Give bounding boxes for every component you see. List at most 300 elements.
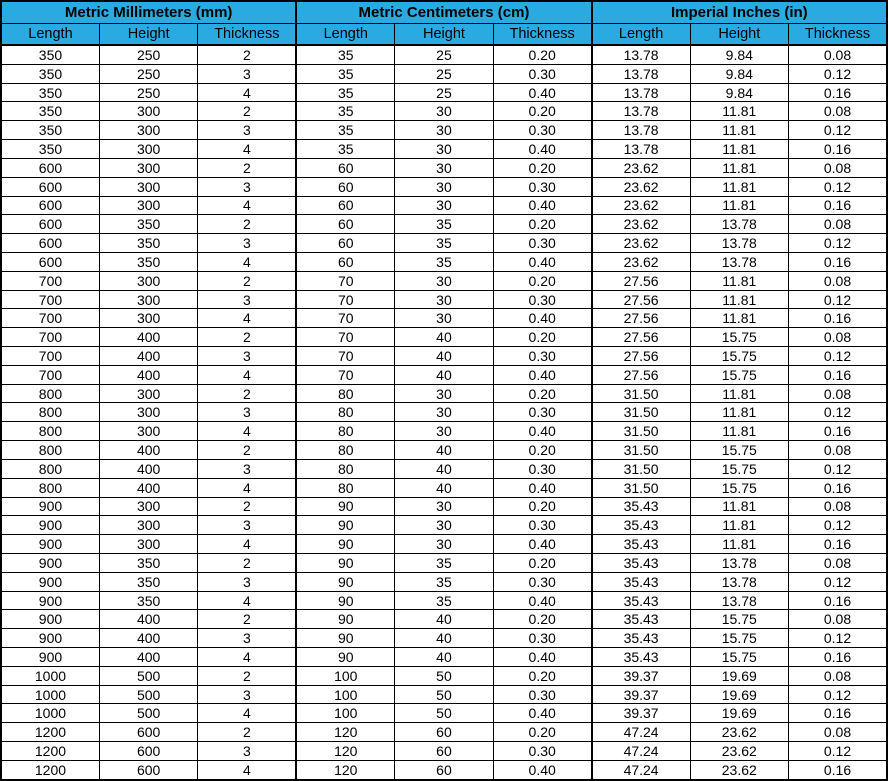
- table-cell: 11.81: [690, 177, 788, 196]
- table-cell: 0.08: [789, 666, 888, 685]
- table-row: [1, 610, 887, 629]
- table-row: [1, 140, 887, 159]
- table-cell: 800: [1, 478, 99, 497]
- table-cell: 15.75: [690, 365, 788, 384]
- table-cell: 90: [296, 516, 394, 535]
- table-cell: 300: [99, 121, 197, 140]
- table-cell: 23.62: [592, 196, 690, 215]
- table-row: [1, 45, 887, 64]
- table-cell: 0.30: [493, 742, 591, 761]
- table-cell: 2: [198, 497, 296, 516]
- table-cell: 35: [296, 45, 394, 64]
- table-cell: 15.75: [690, 648, 788, 667]
- table-row: [1, 177, 887, 196]
- table-cell: 350: [99, 234, 197, 253]
- table-cell: 0.20: [493, 215, 591, 234]
- table-row: [1, 328, 887, 347]
- column-header-cm-thickness: Thickness: [493, 24, 591, 46]
- table-cell: 90: [296, 572, 394, 591]
- table-cell: 2: [198, 158, 296, 177]
- table-cell: 900: [1, 610, 99, 629]
- table-cell: 35.43: [592, 516, 690, 535]
- table-cell: 70: [296, 347, 394, 366]
- table-cell: 23.62: [592, 215, 690, 234]
- table-cell: 0.16: [789, 309, 888, 328]
- table-cell: 11.81: [690, 309, 788, 328]
- table-cell: 19.69: [690, 685, 788, 704]
- table-cell: 13.78: [592, 45, 690, 64]
- column-header-cm-length: Length: [296, 24, 394, 46]
- table-cell: 700: [1, 365, 99, 384]
- table-cell: 90: [296, 535, 394, 554]
- table-cell: 300: [99, 422, 197, 441]
- column-header-mm-height: Height: [99, 24, 197, 46]
- table-cell: 19.69: [690, 704, 788, 723]
- table-cell: 0.08: [789, 441, 888, 460]
- table-row: [1, 666, 887, 685]
- table-cell: 3: [198, 459, 296, 478]
- table-cell: 700: [1, 347, 99, 366]
- table-row: [1, 704, 887, 723]
- table-cell: 40: [395, 648, 493, 667]
- table-cell: 0.20: [493, 497, 591, 516]
- table-cell: 27.56: [592, 328, 690, 347]
- table-cell: 400: [99, 629, 197, 648]
- table-cell: 0.30: [493, 64, 591, 83]
- table-cell: 0.40: [493, 196, 591, 215]
- table-cell: 400: [99, 441, 197, 460]
- table-row: [1, 83, 887, 102]
- table-body: [1, 45, 887, 780]
- table-cell: 300: [99, 196, 197, 215]
- table-cell: 30: [395, 422, 493, 441]
- table-cell: 15.75: [690, 478, 788, 497]
- table-cell: 31.50: [592, 422, 690, 441]
- table-cell: 3: [198, 629, 296, 648]
- table-cell: 600: [1, 234, 99, 253]
- table-cell: 11.81: [690, 535, 788, 554]
- table-cell: 27.56: [592, 309, 690, 328]
- table-cell: 3: [198, 403, 296, 422]
- table-cell: 0.40: [493, 252, 591, 271]
- table-cell: 30: [395, 102, 493, 121]
- table-row: [1, 234, 887, 253]
- group-header-imperial-in: Imperial Inches (in): [592, 1, 887, 24]
- table-cell: 80: [296, 403, 394, 422]
- table-cell: 70: [296, 365, 394, 384]
- table-cell: 25: [395, 83, 493, 102]
- table-cell: 40: [395, 478, 493, 497]
- table-cell: 4: [198, 140, 296, 159]
- table-cell: 3: [198, 121, 296, 140]
- table-cell: 35.43: [592, 648, 690, 667]
- column-header-row: [1, 24, 887, 46]
- table-cell: 300: [99, 403, 197, 422]
- table-cell: 350: [99, 553, 197, 572]
- table-cell: 350: [1, 45, 99, 64]
- table-cell: 11.81: [690, 121, 788, 140]
- table-cell: 35.43: [592, 497, 690, 516]
- table-cell: 2: [198, 666, 296, 685]
- table-cell: 300: [99, 158, 197, 177]
- table-cell: 0.16: [789, 252, 888, 271]
- table-header: [1, 1, 887, 45]
- table-cell: 60: [296, 252, 394, 271]
- table-cell: 13.78: [592, 121, 690, 140]
- table-cell: 350: [1, 102, 99, 121]
- table-cell: 4: [198, 83, 296, 102]
- table-row: [1, 742, 887, 761]
- table-cell: 47.24: [592, 760, 690, 780]
- table-cell: 0.30: [493, 459, 591, 478]
- group-header-row: [1, 1, 887, 24]
- table-cell: 15.75: [690, 328, 788, 347]
- table-cell: 350: [1, 64, 99, 83]
- table-cell: 0.16: [789, 478, 888, 497]
- table-cell: 40: [395, 441, 493, 460]
- table-cell: 31.50: [592, 384, 690, 403]
- table-cell: 0.20: [493, 610, 591, 629]
- table-cell: 0.08: [789, 215, 888, 234]
- table-cell: 900: [1, 516, 99, 535]
- table-cell: 23.62: [592, 252, 690, 271]
- table-cell: 11.81: [690, 140, 788, 159]
- table-cell: 0.12: [789, 572, 888, 591]
- table-cell: 0.12: [789, 685, 888, 704]
- table-row: [1, 309, 887, 328]
- table-cell: 30: [395, 121, 493, 140]
- table-cell: 1000: [1, 704, 99, 723]
- table-cell: 800: [1, 422, 99, 441]
- table-cell: 35: [296, 83, 394, 102]
- table-cell: 35: [395, 215, 493, 234]
- table-cell: 11.81: [690, 290, 788, 309]
- table-cell: 600: [99, 760, 197, 780]
- table-cell: 35: [296, 140, 394, 159]
- table-cell: 900: [1, 591, 99, 610]
- table-cell: 70: [296, 309, 394, 328]
- table-cell: 13.78: [592, 140, 690, 159]
- table-cell: 800: [1, 459, 99, 478]
- table-cell: 90: [296, 553, 394, 572]
- table-cell: 30: [395, 158, 493, 177]
- table-cell: 23.62: [690, 742, 788, 761]
- table-row: [1, 572, 887, 591]
- table-cell: 3: [198, 177, 296, 196]
- table-cell: 70: [296, 290, 394, 309]
- group-header-metric-mm: Metric Millimeters (mm): [1, 1, 296, 24]
- table-cell: 300: [99, 271, 197, 290]
- table-row: [1, 459, 887, 478]
- table-row: [1, 760, 887, 780]
- table-row: [1, 403, 887, 422]
- table-cell: 2: [198, 45, 296, 64]
- table-cell: 4: [198, 704, 296, 723]
- table-cell: 0.20: [493, 328, 591, 347]
- table-cell: 40: [395, 629, 493, 648]
- table-cell: 900: [1, 572, 99, 591]
- table-cell: 0.08: [789, 158, 888, 177]
- table-cell: 500: [99, 704, 197, 723]
- table-cell: 0.20: [493, 384, 591, 403]
- table-cell: 25: [395, 45, 493, 64]
- table-cell: 40: [395, 328, 493, 347]
- table-cell: 1200: [1, 760, 99, 780]
- table-cell: 50: [395, 666, 493, 685]
- table-cell: 80: [296, 459, 394, 478]
- table-cell: 30: [395, 535, 493, 554]
- table-cell: 400: [99, 459, 197, 478]
- table-cell: 70: [296, 271, 394, 290]
- table-cell: 0.20: [493, 666, 591, 685]
- table-cell: 2: [198, 553, 296, 572]
- table-cell: 11.81: [690, 158, 788, 177]
- table-cell: 600: [1, 215, 99, 234]
- table-cell: 120: [296, 742, 394, 761]
- table-cell: 600: [1, 196, 99, 215]
- table-cell: 25: [395, 64, 493, 83]
- table-cell: 30: [395, 196, 493, 215]
- table-cell: 0.16: [789, 196, 888, 215]
- table-cell: 4: [198, 648, 296, 667]
- table-cell: 4: [198, 309, 296, 328]
- table-cell: 11.81: [690, 403, 788, 422]
- table-cell: 31.50: [592, 441, 690, 460]
- table-cell: 0.40: [493, 365, 591, 384]
- table-cell: 700: [1, 309, 99, 328]
- table-cell: 2: [198, 441, 296, 460]
- table-cell: 27.56: [592, 271, 690, 290]
- table-row: [1, 121, 887, 140]
- column-header-mm-thickness: Thickness: [198, 24, 296, 46]
- table-cell: 15.75: [690, 610, 788, 629]
- table-cell: 400: [99, 610, 197, 629]
- table-cell: 0.16: [789, 140, 888, 159]
- table-cell: 9.84: [690, 45, 788, 64]
- table-cell: 0.08: [789, 497, 888, 516]
- table-cell: 0.30: [493, 234, 591, 253]
- table-cell: 35: [395, 553, 493, 572]
- table-cell: 900: [1, 648, 99, 667]
- table-cell: 250: [99, 64, 197, 83]
- table-cell: 35: [296, 121, 394, 140]
- table-cell: 2: [198, 610, 296, 629]
- table-cell: 0.20: [493, 102, 591, 121]
- table-cell: 23.62: [592, 234, 690, 253]
- table-cell: 11.81: [690, 497, 788, 516]
- table-cell: 3: [198, 234, 296, 253]
- table-row: [1, 215, 887, 234]
- column-header-in-thickness: Thickness: [789, 24, 888, 46]
- table-cell: 0.40: [493, 140, 591, 159]
- table-cell: 13.78: [690, 591, 788, 610]
- table-cell: 250: [99, 83, 197, 102]
- table-row: [1, 497, 887, 516]
- table-cell: 0.16: [789, 83, 888, 102]
- table-cell: 80: [296, 441, 394, 460]
- table-cell: 35: [395, 234, 493, 253]
- table-row: [1, 516, 887, 535]
- table-cell: 0.30: [493, 403, 591, 422]
- table-cell: 800: [1, 403, 99, 422]
- table-cell: 70: [296, 328, 394, 347]
- table-cell: 13.78: [592, 102, 690, 121]
- table-cell: 35.43: [592, 591, 690, 610]
- table-cell: 4: [198, 196, 296, 215]
- table-cell: 27.56: [592, 365, 690, 384]
- table-cell: 300: [99, 535, 197, 554]
- table-cell: 35.43: [592, 535, 690, 554]
- table-cell: 50: [395, 704, 493, 723]
- table-cell: 13.78: [690, 572, 788, 591]
- table-cell: 13.78: [690, 553, 788, 572]
- table-cell: 15.75: [690, 347, 788, 366]
- table-cell: 0.30: [493, 121, 591, 140]
- table-cell: 300: [99, 384, 197, 403]
- table-cell: 11.81: [690, 384, 788, 403]
- table-row: [1, 365, 887, 384]
- table-cell: 0.40: [493, 760, 591, 780]
- table-cell: 120: [296, 760, 394, 780]
- table-cell: 30: [395, 497, 493, 516]
- table-cell: 30: [395, 309, 493, 328]
- table-cell: 35: [296, 64, 394, 83]
- table-cell: 40: [395, 347, 493, 366]
- column-header-cm-height: Height: [395, 24, 493, 46]
- table-cell: 0.40: [493, 704, 591, 723]
- table-row: [1, 64, 887, 83]
- table-cell: 60: [296, 215, 394, 234]
- table-cell: 3: [198, 347, 296, 366]
- table-cell: 13.78: [592, 64, 690, 83]
- table-cell: 0.12: [789, 403, 888, 422]
- table-cell: 60: [296, 158, 394, 177]
- table-cell: 350: [1, 83, 99, 102]
- table-cell: 0.40: [493, 83, 591, 102]
- table-cell: 300: [99, 516, 197, 535]
- table-cell: 31.50: [592, 459, 690, 478]
- table-cell: 0.12: [789, 290, 888, 309]
- table-cell: 90: [296, 629, 394, 648]
- group-header-metric-cm: Metric Centimeters (cm): [296, 1, 591, 24]
- table-cell: 1000: [1, 685, 99, 704]
- table-cell: 300: [99, 140, 197, 159]
- table-cell: 15.75: [690, 629, 788, 648]
- table-cell: 23.62: [690, 760, 788, 780]
- table-cell: 40: [395, 365, 493, 384]
- table-cell: 900: [1, 535, 99, 554]
- table-cell: 500: [99, 666, 197, 685]
- table-cell: 4: [198, 422, 296, 441]
- table-cell: 60: [395, 742, 493, 761]
- table-row: [1, 591, 887, 610]
- table-cell: 0.16: [789, 704, 888, 723]
- table-cell: 35: [395, 572, 493, 591]
- table-cell: 600: [1, 252, 99, 271]
- table-cell: 11.81: [690, 422, 788, 441]
- table-cell: 0.12: [789, 234, 888, 253]
- table-cell: 0.20: [493, 723, 591, 742]
- table-cell: 400: [99, 478, 197, 497]
- table-cell: 400: [99, 328, 197, 347]
- table-cell: 0.30: [493, 516, 591, 535]
- table-cell: 0.40: [493, 478, 591, 497]
- table-cell: 0.30: [493, 685, 591, 704]
- table-cell: 400: [99, 347, 197, 366]
- table-cell: 400: [99, 365, 197, 384]
- table-cell: 800: [1, 441, 99, 460]
- table-cell: 3: [198, 516, 296, 535]
- table-cell: 35.43: [592, 572, 690, 591]
- table-row: [1, 478, 887, 497]
- table-cell: 90: [296, 610, 394, 629]
- table-cell: 1200: [1, 723, 99, 742]
- table-cell: 4: [198, 535, 296, 554]
- table-cell: 30: [395, 290, 493, 309]
- table-row: [1, 290, 887, 309]
- table-cell: 900: [1, 553, 99, 572]
- table-cell: 13.78: [690, 215, 788, 234]
- table-row: [1, 252, 887, 271]
- table-cell: 0.20: [493, 441, 591, 460]
- column-header-in-length: Length: [592, 24, 690, 46]
- table-cell: 9.84: [690, 83, 788, 102]
- table-cell: 0.08: [789, 384, 888, 403]
- table-cell: 60: [296, 234, 394, 253]
- table-cell: 13.78: [592, 83, 690, 102]
- table-cell: 23.62: [690, 723, 788, 742]
- table-cell: 0.16: [789, 760, 888, 780]
- table-cell: 39.37: [592, 704, 690, 723]
- table-row: [1, 648, 887, 667]
- table-cell: 3: [198, 64, 296, 83]
- table-cell: 4: [198, 365, 296, 384]
- table-cell: 35: [395, 252, 493, 271]
- table-cell: 60: [296, 177, 394, 196]
- table-cell: 11.81: [690, 271, 788, 290]
- table-cell: 30: [395, 403, 493, 422]
- table-cell: 100: [296, 704, 394, 723]
- table-cell: 15.75: [690, 459, 788, 478]
- table-cell: 300: [99, 177, 197, 196]
- table-cell: 700: [1, 271, 99, 290]
- table-cell: 0.12: [789, 629, 888, 648]
- table-cell: 2: [198, 102, 296, 121]
- table-cell: 0.08: [789, 102, 888, 121]
- table-cell: 2: [198, 328, 296, 347]
- table-cell: 40: [395, 610, 493, 629]
- table-row: [1, 629, 887, 648]
- table-cell: 800: [1, 384, 99, 403]
- table-cell: 3: [198, 685, 296, 704]
- table-cell: 0.20: [493, 553, 591, 572]
- table-cell: 23.62: [592, 158, 690, 177]
- table-cell: 0.12: [789, 516, 888, 535]
- table-cell: 2: [198, 723, 296, 742]
- table-row: [1, 271, 887, 290]
- table-cell: 0.40: [493, 535, 591, 554]
- table-cell: 39.37: [592, 666, 690, 685]
- table-cell: 60: [296, 196, 394, 215]
- table-cell: 35.43: [592, 610, 690, 629]
- table-row: [1, 347, 887, 366]
- table-cell: 0.16: [789, 365, 888, 384]
- table-cell: 350: [99, 591, 197, 610]
- table-cell: 600: [1, 158, 99, 177]
- table-cell: 0.20: [493, 45, 591, 64]
- table-cell: 4: [198, 252, 296, 271]
- table-cell: 50: [395, 685, 493, 704]
